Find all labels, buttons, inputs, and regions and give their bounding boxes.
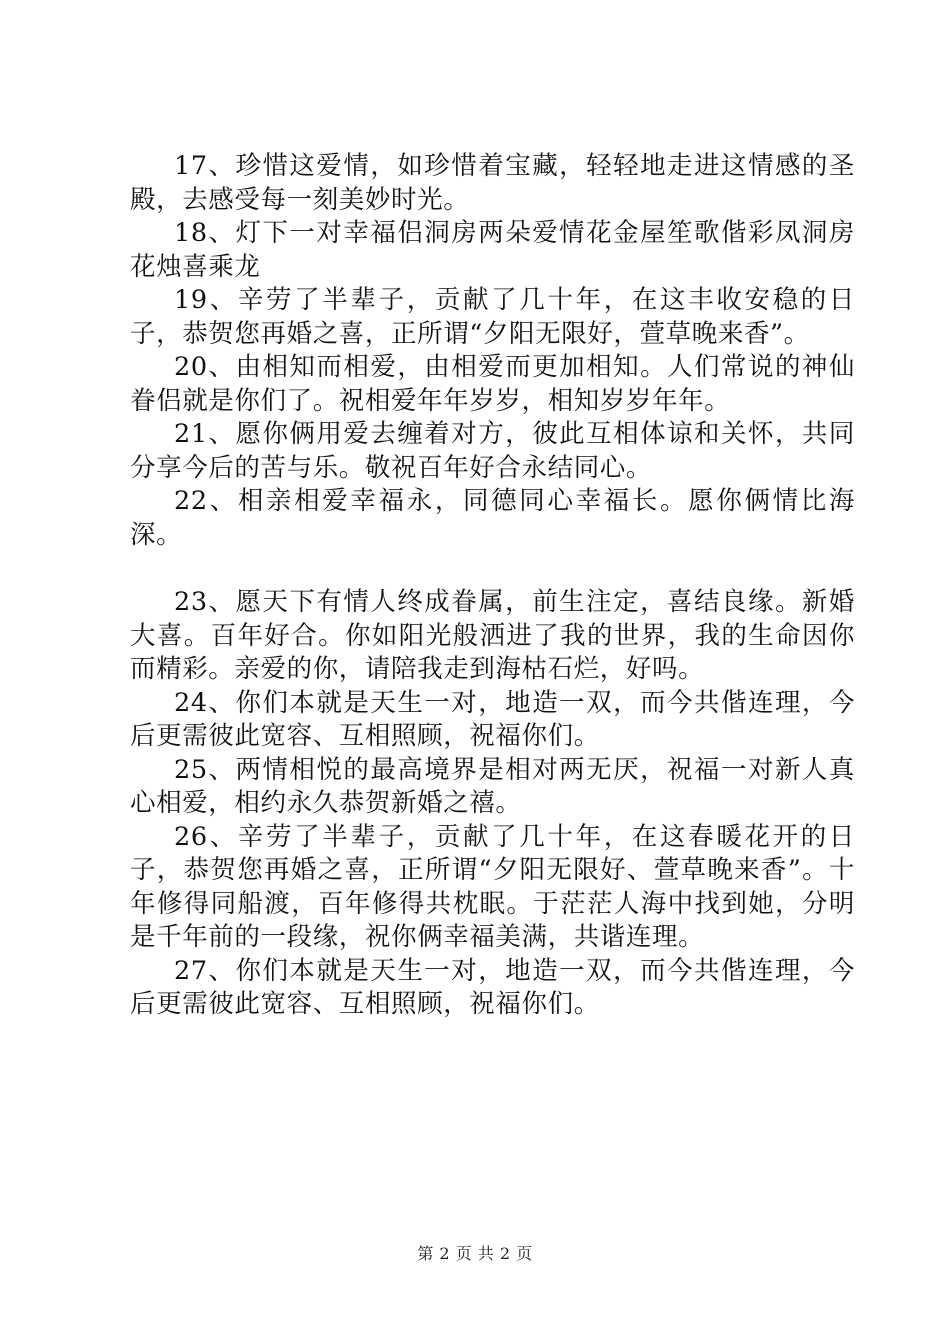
paragraph-21: 21、愿你俩用爱去缠着对方，彼此互相体谅和关怀，共同分享今后的苦与乐。敬祝百年好合永结同心。 bbox=[130, 419, 855, 483]
paragraph-25: 25、两情相悦的最高境界是相对两无厌，祝福一对新人真心相爱，相约永久恭贺新婚之禧。 bbox=[130, 754, 855, 818]
page-number-footer: 第 2 页 共 2 页 bbox=[417, 1244, 533, 1263]
paragraph-27: 27、你们本就是天生一对，地造一双，而今共偕连理，今后更需彼此宽容、互相照顾，祝福你们。 bbox=[130, 955, 855, 1019]
paragraph-22: 22、相亲相爱幸福永，同德同心幸福长。愿你俩情比海深。 bbox=[130, 486, 855, 550]
paragraph-18: 18、灯下一对幸福侣洞房两朵爱情花金屋笙歌偕彩凤洞房花烛喜乘龙 bbox=[130, 218, 855, 282]
document-body bbox=[130, 150, 855, 1022]
paragraph-23: 23、愿天下有情人终成眷属，前生注定，喜结良缘。新婚大喜。百年好合。你如阳光般洒进了我的世界，我的生命因你而精彩。亲爱的你，请陪我走到海枯石烂，好吗。 bbox=[130, 587, 855, 684]
paragraph-24: 24、你们本就是天生一对，地造一双，而今共偕连理，今后更需彼此宽容、互相照顾，祝福你们。 bbox=[130, 687, 855, 751]
paragraph-26: 26、辛劳了半辈子，贡献了几十年，在这春暖花开的日子，恭贺您再婚之喜，正所谓“夕阳无限好、萱草晚来香”。十年修得同船渡，百年修得共枕眠。于茫茫人海中找到她，分明是千年前的一段缘，祝你俩幸福美满，共谐连理。 bbox=[130, 821, 855, 952]
paragraph-20: 20、由相知而相爱，由相爱而更加相知。人们常说的神仙眷侣就是你们了。祝相爱年年岁岁，相知岁岁年年。 bbox=[130, 352, 855, 416]
paragraph-17: 17、珍惜这爱情，如珍惜着宝藏，轻轻地走进这情感的圣殿，去感受每一刻美妙时光。 bbox=[130, 151, 855, 215]
paragraph-19: 19、辛劳了半辈子，贡献了几十年，在这丰收安稳的日子，恭贺您再婚之喜，正所谓“夕阳无限好，萱草晚来香”。 bbox=[130, 285, 855, 349]
